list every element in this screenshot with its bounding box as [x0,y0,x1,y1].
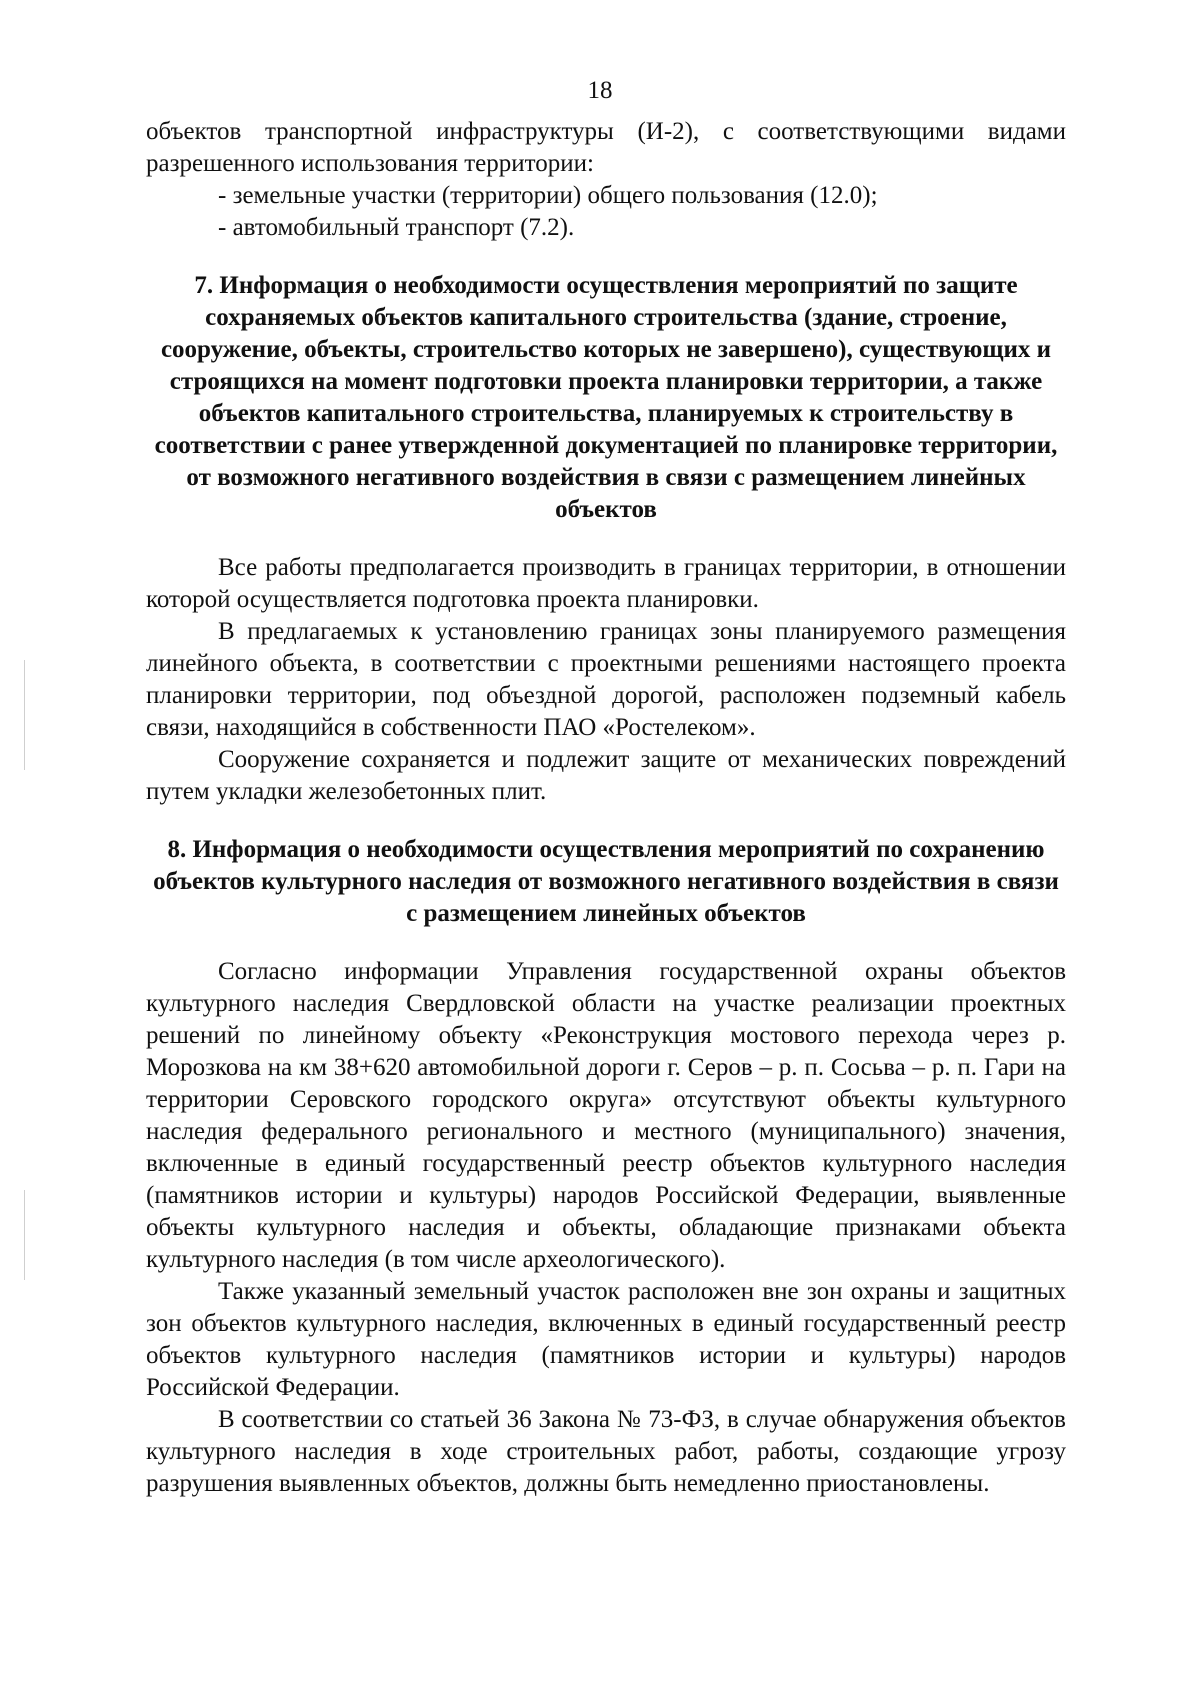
section-7-paragraph: Сооружение сохраняется и подлежит защите от механических повреждений путем укладки железобетонных плит. [146,746,1066,805]
page-number: 18 [587,77,613,104]
section-8-paragraph: Согласно информации Управления государственной охраны объектов культурного наследия Свердловской области на участке реализации проектных решений по линейному объекту «Реконструкция мостового перехода через р. Морозкова на км 38+620 автомобильной дороги г. Серов – р. п. Сосьва – р. п. Гари на территории Серовского городского округа» отсутствуют объекты культурного наследия федерального регионального и местного (муниципального) значения, включенные в единый государственный реестр объектов культурного наследия (памятников истории и культуры) народов Российской Федерации, выявленные объекты культурного наследия и объекты, обладающие признаками объекта культурного наследия (в том числе археологического). [146,958,1066,1273]
scan-margin-mark [24,660,25,770]
list-item: - автомобильный транспорт (7.2). [218,214,575,241]
list-item: - земельные участки (территории) общего пользования (12.0); [218,182,878,209]
section-7-paragraph: В предлагаемых к установлению границах зоны планируемого размещения линейного объекта, в соответствии с проектными решениями настоящего проекта планировки территории, под объездной дорогой, расположен подземный кабель связи, находящийся в собственности ПАО «Ростелеком». [146,618,1066,741]
section-7-paragraph: Все работы предполагается производить в границах территории, в отношении которой осуществляется подготовка проекта планировки. [146,554,1066,613]
scan-margin-mark [24,1190,25,1280]
intro-paragraph: объектов транспортной инфраструктуры (И-2), с соответствующими видами разрешенного использования территории: [146,118,1066,177]
section-8-heading: 8. Информация о необходимости осуществления мероприятий по сохранению объектов культурного наследия от возможного негативного воздействия в связи с размещением линейных объектов [153,836,1059,927]
section-8-paragraph: Также указанный земельный участок расположен вне зон охраны и защитных зон объектов культурного наследия, включенных в единый государственный реестр объектов культурного наследия (памятников истории и культуры) народов Российской Федерации. [146,1278,1066,1401]
section-8-paragraph: В соответствии со статьей 36 Закона № 73-ФЗ, в случае обнаружения объектов культурного наследия в ходе строительных работ, работы, создающие угрозу разрушения выявленных объектов, должны быть немедленно приостановлены. [146,1406,1066,1497]
document-body [146,116,1066,1500]
section-7-heading: 7. Информация о необходимости осуществления мероприятий по защите сохраняемых объектов капитального строительства (здание, строение, сооружение, объекты, строительство которых не завершено), существующих и строящихся на момент подготовки проекта планировки территории, а также объектов капитального строительства, планируемых к строительству в соответствии с ранее утвержденной документацией по планировке территории, от возможного негативного воздействия в связи с размещением линейных объектов [154,272,1058,523]
